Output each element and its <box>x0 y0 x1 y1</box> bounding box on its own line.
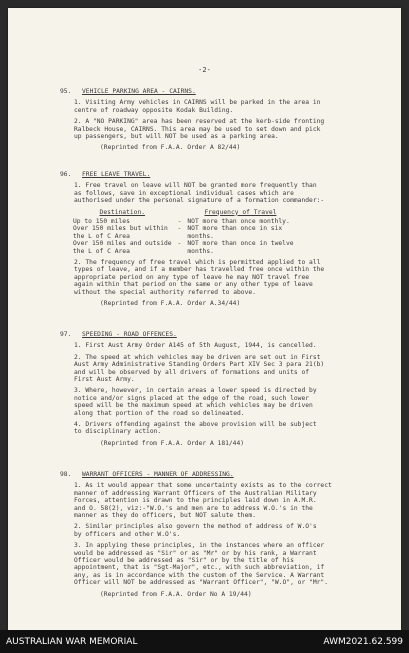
order-reference: (Reprinted from F.A.A. Order A 181/44) <box>100 439 245 447</box>
paragraph: 1. First Aust Army Order A145 of 5th August, 1944, is cancelled. <box>74 342 317 350</box>
section-title: WARRANT OFFICERS - MANNER OF ADDRESSING. <box>82 471 234 478</box>
order-reference: (Reprinted from F.A.A. Order A.34/44) <box>100 300 241 308</box>
paragraph: 2. Similar principles also govern the method of address of W.O's by officers and other W.O's. <box>74 523 317 538</box>
paragraph: 1. Visiting Army vehicles in CAIRNS will be parked in the area in centre of roadway opposite Kodak Building. <box>74 99 321 114</box>
destination-cell: Up to 150 miles <box>73 218 130 226</box>
paragraph: 1. As it would appear that some uncertainty exists as to the correct manner of addressing Warrant Officers of the Australian Military Forces, attention is drawn to the principles laid down in A.M.R. and O. 58(2), viz:-"W.O.'s and men are to address W.O.'s in the manner as they do officers, but NOT salute them. <box>74 482 332 520</box>
destination-cell: Over 150 miles but within the L of C Area <box>73 225 168 240</box>
section-98 <box>60 471 380 602</box>
section-number: 97. <box>60 331 72 338</box>
paragraph: 2. The speed at which vehicles may be driven are set out in First Aust Army Administrative Standing Orders Part XIV Sec 3 para 21(b) and will be observed by all drivers of formations and units of First Aust Army. <box>74 353 325 384</box>
section-95 <box>60 88 380 156</box>
section-number: 96. <box>60 171 72 178</box>
archive-name: AUSTRALIAN WAR MEMORIAL <box>6 636 138 647</box>
paragraph: 4. Drivers offending against the above provision will be subject to disciplinary action. <box>74 421 317 436</box>
travel-frequency-table <box>70 209 297 255</box>
table-row: Over 150 miles and outside the L of C Area - NOT more than once in twelve months. <box>70 240 297 255</box>
paragraph: 3. In applying these principles, in the instances where an officer would be addressed as "Sir" or as "Mr" or by his rank, a Warrant Officer would be addressed as "Sir" or by the title of his appointment, that is "Sgt-Major", etc., with such abbreviation, if any, as is in accordance with the custom of the Service. A Warrant Officer will NOT be addressed as "Warrant Officer", "W.O", or "Mr". <box>74 542 329 587</box>
column-header-frequency: Frequency of Travel <box>204 208 277 216</box>
archive-footer <box>0 630 409 653</box>
paragraph: 2. A "NO PARKING" area has been reserved at the kerb-side fronting Ralbeck House, CAIRNS. This area may be used to set down and pick up passengers, but will NOT be used as a parking area. <box>74 118 325 141</box>
archive-accession-id: AWM2021.62.599 <box>323 636 403 647</box>
document-body <box>8 8 401 630</box>
frequency-cell: NOT more than once monthly. <box>187 218 290 226</box>
section-96 <box>60 171 380 312</box>
paragraph: 1. Free travel on leave will NOT be granted more frequently than as follows, save in exceptional individual cases which are authorised under the personal signature of a formation commander:- <box>74 182 325 205</box>
section-title: VEHICLE PARKING AREA - CAIRNS. <box>82 88 196 95</box>
frequency-cell: NOT more than once in twelve months. <box>187 240 294 255</box>
column-header-destination: Destination. <box>99 208 146 216</box>
section-title: SPEEDING - ROAD OFFENCES. <box>82 331 177 338</box>
document-sheet <box>8 8 401 630</box>
frequency-cell: NOT more than once in six months. <box>187 225 283 240</box>
paragraph: 2. The frequency of free travel which is permitted applied to all types of leave, and if a member has travelled free once within the appropriate period on any type of leave he may NOT travel free again within that period on the same or any other type of leave without the special authority referred to above. <box>74 259 325 296</box>
table-row: Over 150 miles but within the L of C Area - NOT more than once in six months. <box>70 225 297 240</box>
section-title: FREE LEAVE TRAVEL. <box>82 171 151 178</box>
paragraph: 3. Where, however, in certain areas a lower speed is directed by notice and/or signs placed at the edge of the road, such lower speed will be the maximum speed at which vehicles may be driven along that portion of the road so delineated. <box>74 387 317 417</box>
section-number: 98. <box>60 471 72 478</box>
page-number: -2- <box>198 66 211 74</box>
section-97 <box>60 331 380 451</box>
order-reference: (Reprinted from F.A.A. Order A 82/44) <box>100 144 241 152</box>
order-reference: (Reprinted from F.A.A. Order No A 19/44) <box>100 590 252 598</box>
table-row: Up to 150 miles - NOT more than once monthly. <box>70 218 297 225</box>
section-number: 95. <box>60 88 72 95</box>
destination-cell: Over 150 miles and outside the L of C Area <box>73 240 172 255</box>
